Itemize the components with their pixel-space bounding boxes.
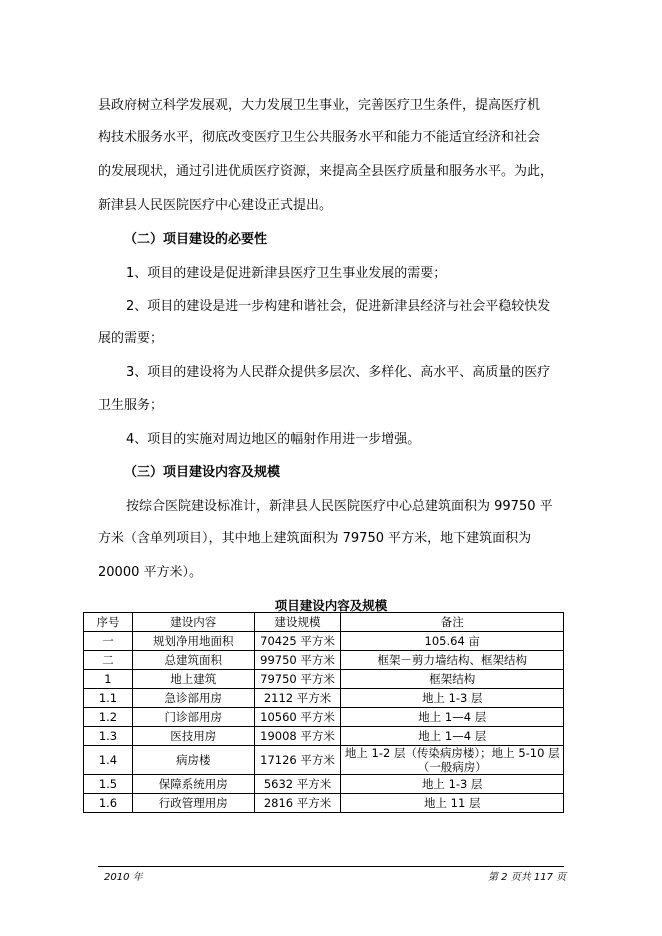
- table-row: [84, 794, 564, 813]
- table-cell: 1.2: [84, 708, 133, 727]
- list-item: 3、项目的建设将为人民群众提供多层次、多样化、高水平、高质量的医疗: [126, 365, 551, 380]
- table-cell: 地上 1-2 层（传染病房楼）；地上 5-10 层 （一般病房）: [341, 746, 564, 775]
- table-cell: 地上 11 层: [341, 794, 564, 813]
- table-cell: 19008 平方米: [254, 727, 341, 746]
- table-cell: 地上建筑: [132, 670, 254, 689]
- table-cell: 2816 平方米: [254, 794, 341, 813]
- table-cell: 99750 平方米: [254, 651, 341, 670]
- table-cell: 10560 平方米: [254, 708, 341, 727]
- paragraph-line: 新津县人民医院医疗中心建设正式提出。: [98, 198, 333, 213]
- table-cell: 地上 1—4 层: [341, 708, 564, 727]
- table-cell: 地上 1—4 层: [341, 727, 564, 746]
- table-cell: 框架结构: [341, 670, 564, 689]
- table-cell: 1.3: [84, 727, 133, 746]
- list-item-continuation: 卫生服务；: [98, 398, 164, 413]
- table-cell: 1.4: [84, 746, 133, 775]
- table-title: 项目建设内容及规模: [274, 598, 388, 613]
- list-item: 1、项目的建设是促进新津县医疗卫生事业发展的需要；: [126, 266, 447, 281]
- table-row: [84, 708, 564, 727]
- paragraph-line: 的发展现状，通过引进优质医疗资源，来提高全县医疗质量和服务水平。为此，: [98, 164, 554, 179]
- table-cell: 79750 平方米: [254, 670, 341, 689]
- table-cell: 地上 1-3 层: [341, 689, 564, 708]
- footer-year: 2010 年: [104, 872, 143, 883]
- list-item: 4、项目的实施对周边地区的幅射作用进一步增强。: [126, 432, 421, 447]
- table-cell: 门诊部用房: [132, 708, 254, 727]
- section-heading: （三）项目建设内容及规模: [124, 465, 281, 480]
- paragraph-line: 方米（含单列项目），其中地上建筑面积为 79750 平方米，地下建筑面积为: [98, 531, 532, 546]
- table-cell: 总建筑面积: [132, 651, 254, 670]
- table-row: [84, 632, 564, 651]
- construction-scale-table: [83, 612, 564, 813]
- table-cell: 规划净用地面积: [132, 632, 254, 651]
- table-cell: 地上 1-3 层: [341, 775, 564, 794]
- table-cell: 行政管理用房: [132, 794, 254, 813]
- table-header-cell: 建设内容: [132, 613, 254, 632]
- table-cell: 病房楼: [132, 746, 254, 775]
- table-cell: 1.6: [84, 794, 133, 813]
- table-cell: 医技用房: [132, 727, 254, 746]
- table-header-cell: 序号: [84, 613, 133, 632]
- table-cell: 二: [84, 651, 133, 670]
- table-cell: 保障系统用房: [132, 775, 254, 794]
- paragraph-line: 构技术服务水平，彻底改变医疗卫生公共服务水平和能力不能适宜经济和社会: [98, 130, 541, 145]
- table-cell: 1.5: [84, 775, 133, 794]
- section-heading: （二）项目建设的必要性: [124, 232, 268, 247]
- table-cell: 70425 平方米: [254, 632, 341, 651]
- table-row: [84, 651, 564, 670]
- footer-divider: [98, 866, 564, 867]
- table-cell: 2112 平方米: [254, 689, 341, 708]
- table-row: [84, 689, 564, 708]
- list-item-continuation: 展的需要；: [98, 331, 164, 346]
- paragraph-line: 县政府树立科学发展观，大力发展卫生事业，完善医疗卫生条件，提高医疗机: [98, 98, 541, 113]
- paragraph-line: 按综合医院建设标准计，新津县人民医院医疗中心总建筑面积为 99750 平: [126, 499, 553, 514]
- table-row: [84, 746, 564, 775]
- footer-page-number: 第 2 页共 117 页: [488, 872, 567, 883]
- table-header-cell: 建设规模: [254, 613, 341, 632]
- table-cell: 5632 平方米: [254, 775, 341, 794]
- table-cell: 框架－剪力墙结构、框架结构: [341, 651, 564, 670]
- table-cell: 一: [84, 632, 133, 651]
- table-cell: 105.64 亩: [341, 632, 564, 651]
- list-item: 2、项目的建设是进一步构建和谐社会，促进新津县经济与社会平稳较快发: [126, 299, 551, 314]
- table-cell: 17126 平方米: [254, 746, 341, 775]
- table-header-cell: 备注: [341, 613, 564, 632]
- table-cell: 急诊部用房: [132, 689, 254, 708]
- table-header-row: [84, 613, 564, 632]
- table-cell: 1.1: [84, 689, 133, 708]
- table-row: [84, 727, 564, 746]
- paragraph-line: 20000 平方米）。: [98, 565, 202, 580]
- table-cell: 1: [84, 670, 133, 689]
- table-row: [84, 775, 564, 794]
- table-row: [84, 670, 564, 689]
